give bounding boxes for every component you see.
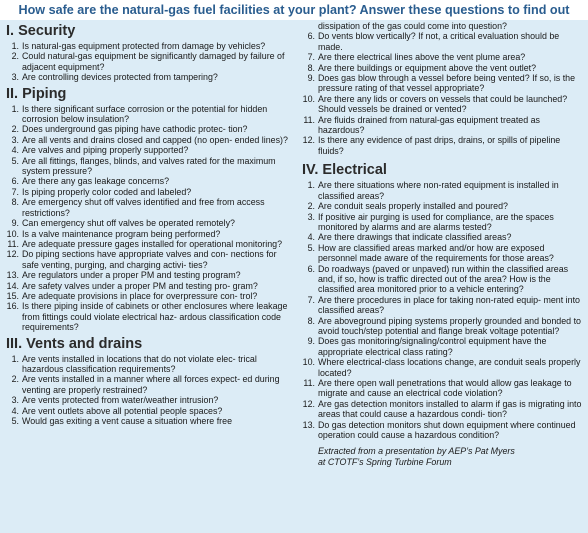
question-number: 1.	[11, 353, 19, 364]
question-item	[302, 115, 582, 136]
question-number: 11.	[7, 238, 19, 249]
question-text: Are there buildings or equipment above the vent outlet?	[318, 62, 537, 73]
section-heading: III. Vents and drains	[6, 335, 143, 352]
question-number: 3.	[307, 211, 315, 222]
question-number: 1.	[11, 41, 19, 51]
question-text: Are vents installed in a manner where all forces expect- ed during venting are properly restrained?	[22, 374, 280, 395]
question-item	[302, 201, 582, 211]
question-item	[302, 378, 582, 399]
question-text: Do piping sections have appropriate valves and con- nections for safe venting, purging, and charging activi- ties?	[22, 249, 277, 270]
question-item	[302, 52, 582, 62]
question-number: 6.	[11, 176, 19, 187]
question-item	[6, 124, 288, 134]
question-item	[6, 176, 288, 186]
question-text: Are there open wall penetrations that would allow gas leakage to migrate and cause an electrical code violation?	[318, 378, 572, 399]
question-number: 8.	[11, 197, 19, 208]
question-text: Does underground gas piping have cathodic protec- tion?	[22, 124, 248, 135]
question-number: 1.	[11, 103, 19, 114]
question-number: 6.	[307, 263, 315, 274]
question-number: 11.	[303, 378, 315, 388]
question-number: 2.	[307, 201, 315, 212]
right-column	[302, 21, 582, 467]
question-item	[6, 135, 288, 145]
question-item	[302, 316, 582, 337]
question-number: 4.	[11, 405, 19, 416]
question-list	[6, 104, 288, 333]
question-item	[6, 395, 288, 405]
question-text: Are adequate pressure gages installed for operational monitoring?	[22, 238, 283, 249]
question-item	[6, 218, 288, 228]
question-item	[6, 291, 288, 301]
credit-line: Extracted from a presentation by AEP’s Pat Myers	[318, 446, 515, 457]
question-item	[6, 72, 288, 82]
question-item	[6, 374, 288, 395]
question-item	[6, 197, 288, 218]
question-text: Is there piping inside of cabinets or other enclosures where leakage from fittings could violate electrical haz- ardous classification code requirements?	[22, 301, 288, 333]
question-item	[6, 156, 288, 177]
question-item	[6, 239, 288, 249]
question-text: Are fluids drained from natural-gas equipment treated as hazardous?	[318, 114, 540, 136]
question-text: Do roadways (paved or unpaved) run within the classified areas and, if so, how is traffic directed out of the area? How is the classified area monitored prior to a vehicle entering?	[318, 263, 569, 295]
question-text: Are gas detection monitors installed to alarm if gas is migrating into areas that could cause a hazardous condi- tion?	[318, 398, 582, 420]
question-item	[6, 187, 288, 197]
question-item	[302, 399, 582, 420]
question-text: Is there any evidence of past drips, drains, or spills of pipeline fluids?	[318, 135, 561, 156]
question-item	[302, 63, 582, 73]
question-list	[6, 41, 288, 83]
question-item	[6, 51, 288, 72]
question-text: Are conduit seals properly installed and poured?	[318, 201, 508, 212]
question-number: 5.	[11, 416, 19, 426]
question-item	[302, 295, 582, 316]
section-heading: II. Piping	[6, 85, 67, 102]
question-number: 12.	[302, 398, 315, 409]
question-item	[302, 243, 582, 264]
question-text: Where electrical-class locations change, are conduit seals properly located?	[318, 357, 581, 378]
question-text: Are vent outlets above all potential people spaces?	[22, 405, 223, 416]
question-number: 3.	[11, 72, 19, 83]
question-number: 11.	[303, 114, 315, 125]
question-item	[6, 406, 288, 416]
question-number: 5.	[11, 155, 19, 166]
question-number: 5.	[307, 242, 315, 253]
question-item	[302, 212, 582, 233]
question-number: 9.	[307, 336, 315, 347]
question-text: Would gas exiting a vent cause a situation where free	[22, 416, 233, 426]
question-text: Are there situations where non-rated equipment is installed in classified areas?	[318, 180, 559, 201]
question-item	[6, 301, 288, 332]
question-item	[6, 229, 288, 239]
question-text: Are there procedures in place for taking non-rated equip- ment into classified areas?	[318, 294, 580, 316]
section-heading-electrical: IV. Electrical	[302, 162, 387, 179]
section-heading: I. Security	[6, 23, 76, 39]
question-number: 9.	[307, 73, 315, 84]
question-number: 2.	[11, 374, 19, 385]
question-number: 8.	[307, 315, 315, 326]
question-item	[302, 73, 582, 94]
question-text: Are vents installed in locations that do not violate elec- trical hazardous classification requirements?	[22, 353, 257, 374]
question-text: How are classified areas marked and/or how are exposed personnel made aware of the requirements for those areas?	[318, 242, 554, 264]
question-item	[302, 336, 582, 357]
question-number: 3.	[11, 134, 19, 145]
question-item	[302, 31, 582, 52]
question-number: 16.	[6, 301, 19, 312]
question-number: 2.	[11, 51, 19, 62]
question-item	[6, 354, 288, 375]
question-item	[6, 270, 288, 280]
question-item	[302, 232, 582, 242]
question-text: Does gas monitoring/signaling/control equipment have the appropriate electrical class rating?	[318, 336, 547, 357]
question-item	[302, 180, 582, 201]
question-item	[6, 104, 288, 125]
question-number: 13.	[6, 270, 19, 281]
question-text: Are all fittings, flanges, blinds, and valves rated for the maximum system pressure?	[22, 155, 276, 177]
question-text: Are there drawings that indicate classified areas?	[318, 232, 512, 243]
question-item	[302, 94, 582, 115]
continued-question-text: dissipation of the gas could come into question?	[318, 21, 507, 31]
question-number: 4.	[307, 232, 315, 243]
question-number: 7.	[307, 294, 315, 305]
question-number: 15.	[6, 290, 19, 301]
question-text: If positive air purging is used for compliance, are the spaces monitored by alarms and are alarms tested?	[318, 211, 554, 232]
credit-line-2: at CTOTF’s Spring Turbine Forum	[318, 456, 452, 467]
question-text: Do gas detection monitors shut down equipment where continued operation could cause a hazardous condition?	[318, 419, 576, 441]
question-text: Are aboveground piping systems properly grounded and bonded to avoid touch/step potential and flange break voltage potential?	[318, 315, 581, 336]
question-number: 10.	[302, 357, 315, 368]
question-number: 10.	[6, 228, 19, 239]
question-item	[302, 135, 582, 156]
question-number: 8.	[307, 62, 315, 73]
question-number: 10.	[302, 93, 315, 104]
question-text: Are safety valves under a proper PM and testing pro- gram?	[22, 280, 258, 291]
question-item	[302, 264, 582, 295]
question-text: Do vents blow vertically? If not, a critical evaluation should be made.	[318, 31, 560, 52]
question-number: 6.	[307, 31, 315, 42]
question-text: Are vents protected from water/weather intrusion?	[22, 395, 219, 406]
question-text: Is a valve maintenance program being performed?	[22, 228, 221, 239]
question-text: Does gas blow through a vessel before being vented? If so, is the pressure rating of that vessel appropriate?	[318, 73, 576, 94]
question-text: Are there any lids or covers on vessels that could be launched? Should vessels be drained or vented?	[318, 93, 568, 115]
question-number: 9.	[11, 218, 19, 229]
question-text: Are all vents and drains closed and capped (no open- ended lines)?	[22, 134, 288, 145]
question-text: Are emergency shut off valves identified and free from access restrictions?	[22, 197, 265, 218]
question-text: Are adequate provisions in place for overpressure con- trol?	[22, 290, 258, 301]
question-number: 4.	[11, 145, 19, 156]
question-item	[6, 281, 288, 291]
question-number: 14.	[6, 280, 19, 291]
question-text: Are controlling devices protected from tampering?	[22, 72, 218, 83]
question-number: 13.	[302, 419, 315, 430]
question-item	[302, 420, 582, 441]
question-item	[6, 416, 288, 426]
question-text: Can emergency shut off valves be operated remotely?	[22, 218, 235, 229]
question-text: Are valves and piping properly supported?	[22, 145, 189, 156]
question-text: Are regulators under a proper PM and testing program?	[22, 270, 241, 281]
question-item	[302, 357, 582, 378]
question-number: 2.	[11, 124, 19, 135]
question-number: 7.	[307, 52, 315, 63]
question-text: Is natural-gas equipment protected from damage by vehicles?	[22, 41, 266, 51]
question-item	[6, 41, 288, 51]
question-text: Could natural-gas equipment be significantly damaged by failure of adjacent equipment?	[22, 51, 285, 72]
question-text: Is there significant surface corrosion or the potential for hidden corrosion below insulation?	[22, 103, 268, 125]
question-text: Are there electrical lines above the vent plume area?	[318, 52, 526, 63]
question-text: Is piping properly color coded and labeled?	[22, 186, 192, 197]
electrical-question-list	[302, 180, 582, 440]
question-number: 12.	[302, 135, 315, 146]
page-title: How safe are the natural-gas fuel facilities at your plant? Answer these questions to find out	[0, 0, 588, 20]
question-list	[6, 354, 288, 427]
question-item	[6, 145, 288, 155]
question-text: Are there any gas leakage concerns?	[22, 176, 170, 187]
question-number: 12.	[6, 249, 19, 260]
question-number: 1.	[307, 180, 315, 191]
question-number: 7.	[11, 186, 19, 197]
left-column	[6, 21, 288, 426]
question-item	[6, 249, 288, 270]
vents-drains-continued-list	[302, 31, 582, 156]
question-number: 3.	[11, 395, 19, 406]
